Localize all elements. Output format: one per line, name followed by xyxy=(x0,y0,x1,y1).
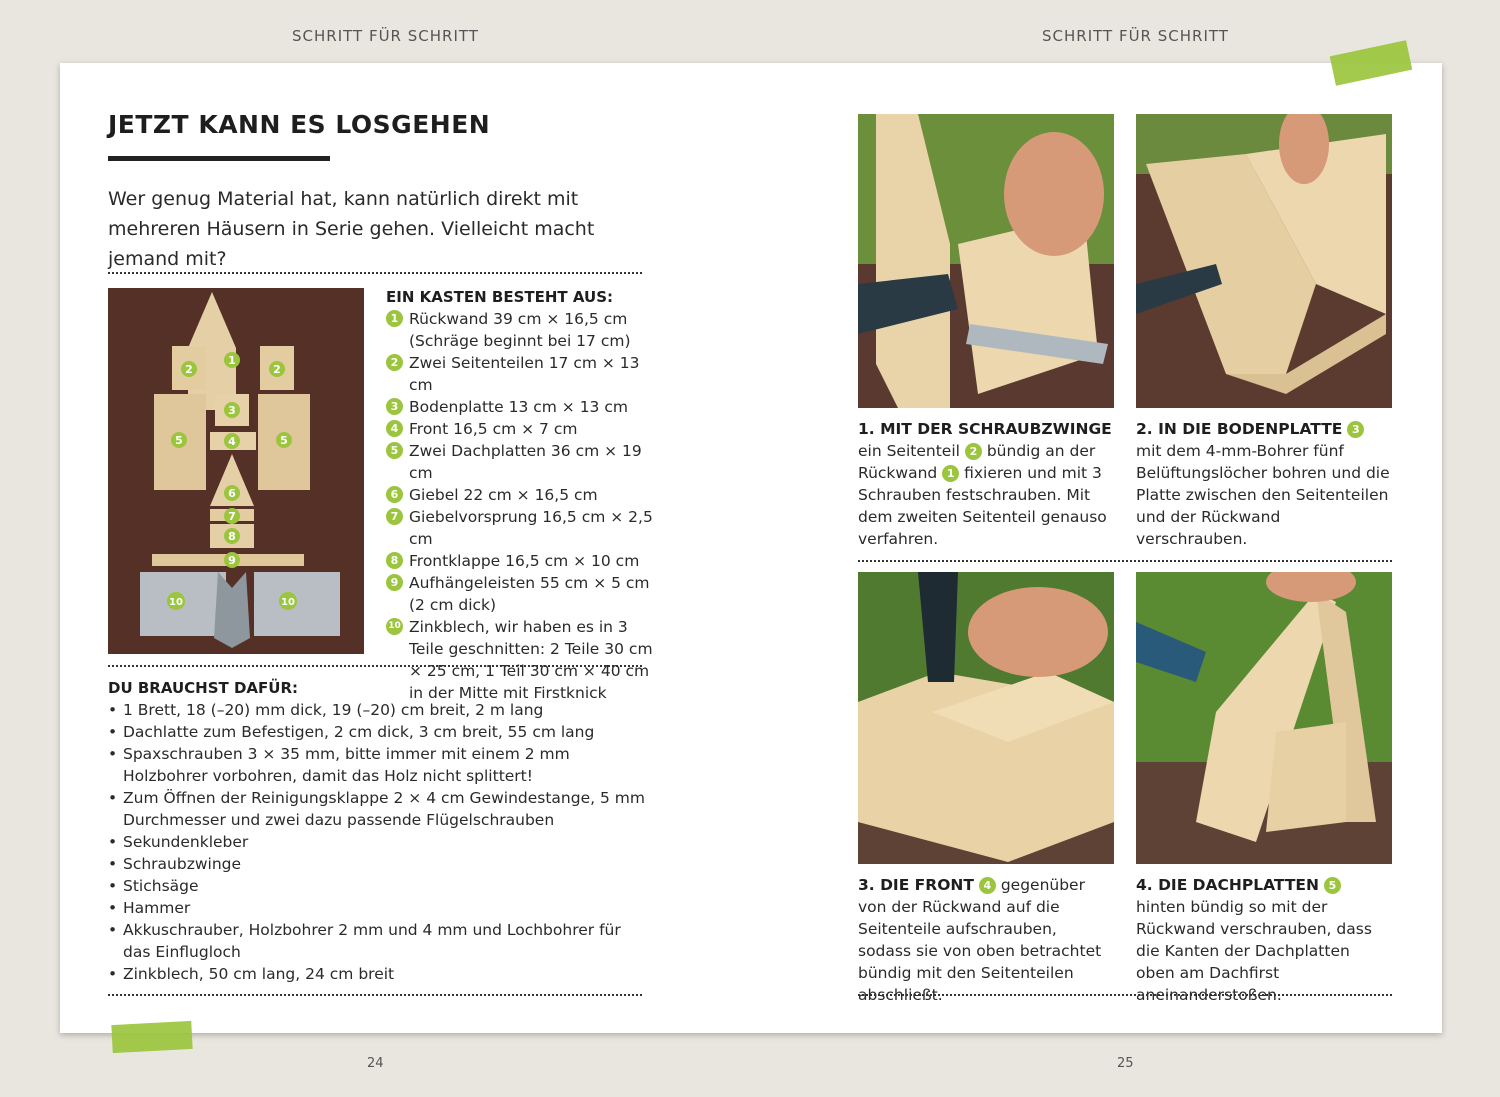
step-1-text-c: fixieren und mit 3 Schrauben festschrauben. Mit dem zweiten Seitenteil genauso verfahren. xyxy=(858,464,1107,548)
board-label-4: 4 xyxy=(228,435,236,448)
number-badge: 10 xyxy=(386,618,403,635)
list-item: • Hammer xyxy=(108,897,648,919)
list-item xyxy=(386,506,656,550)
running-head-left: SCHRITT FÜR SCHRITT xyxy=(292,27,479,45)
board-label-2b: 2 xyxy=(273,363,281,376)
step-4-photo xyxy=(1136,572,1392,864)
needs-list xyxy=(108,677,648,985)
board-label-10b: 10 xyxy=(281,597,295,608)
number-badge: 8 xyxy=(386,552,403,569)
list-item xyxy=(386,308,656,352)
number-badge: 5 xyxy=(1324,877,1341,894)
board-label-8: 8 xyxy=(228,530,236,543)
step-3-title: 3. DIE FRONT xyxy=(858,876,974,894)
step-4-caption xyxy=(1136,874,1392,1006)
board-label-5b: 5 xyxy=(280,434,288,447)
part-text: Rückwand 39 cm × 16,5 cm (Schräge beginnt bei 17 cm) xyxy=(409,310,631,350)
list-item xyxy=(386,484,656,506)
list-item: • Spaxschrauben 3 × 35 mm, bitte immer mit einem 2 mm Holzbohrer vorbohren, damit das Holz nicht splittert! xyxy=(108,743,648,787)
parts-heading: EIN KASTEN BESTEHT AUS: xyxy=(386,288,613,306)
step-3-text: gegenüber von der Rückwand auf die Seitenteile aufschrauben, sodass sie von oben betrachtet bündig mit den Seitenteilen abschließt. xyxy=(858,876,1102,1004)
board-label-2a: 2 xyxy=(185,363,193,376)
tape-bottom-left xyxy=(111,1021,192,1053)
divider xyxy=(108,272,642,274)
step-2-title: 2. IN DIE BODENPLATTE xyxy=(1136,420,1343,438)
step-1-text-b: bündig an der Rückwand xyxy=(858,442,1096,482)
divider xyxy=(108,665,642,667)
step-4-title: 4. DIE DACHPLATTEN xyxy=(1136,876,1319,894)
page-title: JETZT KANN ES LOSGEHEN xyxy=(108,110,491,139)
page-number-left: 24 xyxy=(367,1056,384,1071)
intro-text: Wer genug Material hat, kann natürlich direkt mit mehreren Häusern in Serie gehen. Vielleicht macht jemand mit? xyxy=(108,188,595,270)
board-label-7: 7 xyxy=(228,510,236,523)
number-badge: 6 xyxy=(386,486,403,503)
divider xyxy=(108,994,642,996)
page-number-right: 25 xyxy=(1117,1056,1134,1071)
running-head-right: SCHRITT FÜR SCHRITT xyxy=(1042,27,1229,45)
step-1-caption xyxy=(858,418,1114,550)
list-item: • Stichsäge xyxy=(108,875,648,897)
parts-list xyxy=(386,286,656,704)
list-item: • Zinkblech, 50 cm lang, 24 cm breit xyxy=(108,963,648,985)
number-badge: 2 xyxy=(965,443,982,460)
list-item: • 1 Brett, 18 (–20) mm dick, 19 (–20) cm breit, 2 m lang xyxy=(108,699,648,721)
list-item xyxy=(386,352,656,396)
step-4-text: hinten bündig so mit der Rückwand verschrauben, dass die Kanten der Dachplatten oben am Dachfirst aneinanderstoßen. xyxy=(1136,898,1372,1004)
number-badge: 2 xyxy=(386,354,403,371)
number-badge: 1 xyxy=(386,310,403,327)
needs-heading: DU BRAUCHST DAFÜR: xyxy=(108,679,299,697)
number-badge: 4 xyxy=(979,877,996,894)
part-text: Giebelvorsprung 16,5 cm × 2,5 cm xyxy=(409,508,653,548)
part-text: Zwei Seitenteilen 17 cm × 13 cm xyxy=(409,354,640,394)
board-label-6: 6 xyxy=(228,487,236,500)
board-label-10a: 10 xyxy=(169,597,183,608)
part-text: Front 16,5 cm × 7 cm xyxy=(409,420,578,438)
step-3-caption xyxy=(858,874,1114,1006)
list-item: • Sekundenkleber xyxy=(108,831,648,853)
part-text: Frontklappe 16,5 cm × 10 cm xyxy=(409,552,640,570)
step-2-caption xyxy=(1136,418,1392,550)
board-label-3: 3 xyxy=(228,404,236,417)
list-item xyxy=(386,418,656,440)
number-badge: 9 xyxy=(386,574,403,591)
list-item xyxy=(386,572,656,616)
board-label-5a: 5 xyxy=(175,434,183,447)
list-item: • Schraubzwinge xyxy=(108,853,648,875)
list-item xyxy=(386,550,656,572)
divider xyxy=(858,560,1392,562)
part-text: Zinkblech, wir haben es in 3 Teile geschnitten: 2 Teile 30 cm × 25 cm, 1 Teil 30 cm × 40 cm in der Mitte mit Firstknick xyxy=(409,618,653,702)
part-text: Aufhängeleisten 55 cm × 5 cm (2 cm dick) xyxy=(409,574,650,614)
step-2-photo xyxy=(1136,114,1392,408)
step-1-photo xyxy=(858,114,1114,408)
part-text: Bodenplatte 13 cm × 13 cm xyxy=(409,398,628,416)
board-label-1: 1 xyxy=(228,354,236,367)
list-item xyxy=(386,440,656,484)
list-item: • Zum Öffnen der Reinigungsklappe 2 × 4 cm Gewindestange, 5 mm Durchmesser und zwei dazu passende Flügelschrauben xyxy=(108,787,648,831)
number-badge: 5 xyxy=(386,442,403,459)
list-item xyxy=(386,396,656,418)
list-item: • Dachlatte zum Befestigen, 2 cm dick, 3 cm breit, 55 cm lang xyxy=(108,721,648,743)
step-2-text: mit dem 4-mm-Bohrer fünf Belüftungslöcher bohren und die Platte zwischen den Seitenteilen und der Rückwand verschrauben. xyxy=(1136,442,1390,548)
part-text: Giebel 22 cm × 16,5 cm xyxy=(409,486,598,504)
number-badge: 7 xyxy=(386,508,403,525)
number-badge: 4 xyxy=(386,420,403,437)
divider xyxy=(858,994,1392,996)
board-label-9: 9 xyxy=(228,554,236,567)
number-badge: 1 xyxy=(942,465,959,482)
step-1-text-a: ein Seitenteil xyxy=(858,442,960,460)
step-1-title: 1. MIT DER SCHRAUBZWINGE xyxy=(858,420,1112,438)
title-rule xyxy=(108,156,330,161)
list-item: • Akkuschrauber, Holzbohrer 2 mm und 4 mm und Lochbohrer für das Einflugloch xyxy=(108,919,648,963)
step-3-photo xyxy=(858,572,1114,864)
part-text: Zwei Dachplatten 36 cm × 19 cm xyxy=(409,442,642,482)
number-badge: 3 xyxy=(386,398,403,415)
number-badge: 3 xyxy=(1347,421,1364,438)
parts-layout-photo xyxy=(108,288,364,654)
